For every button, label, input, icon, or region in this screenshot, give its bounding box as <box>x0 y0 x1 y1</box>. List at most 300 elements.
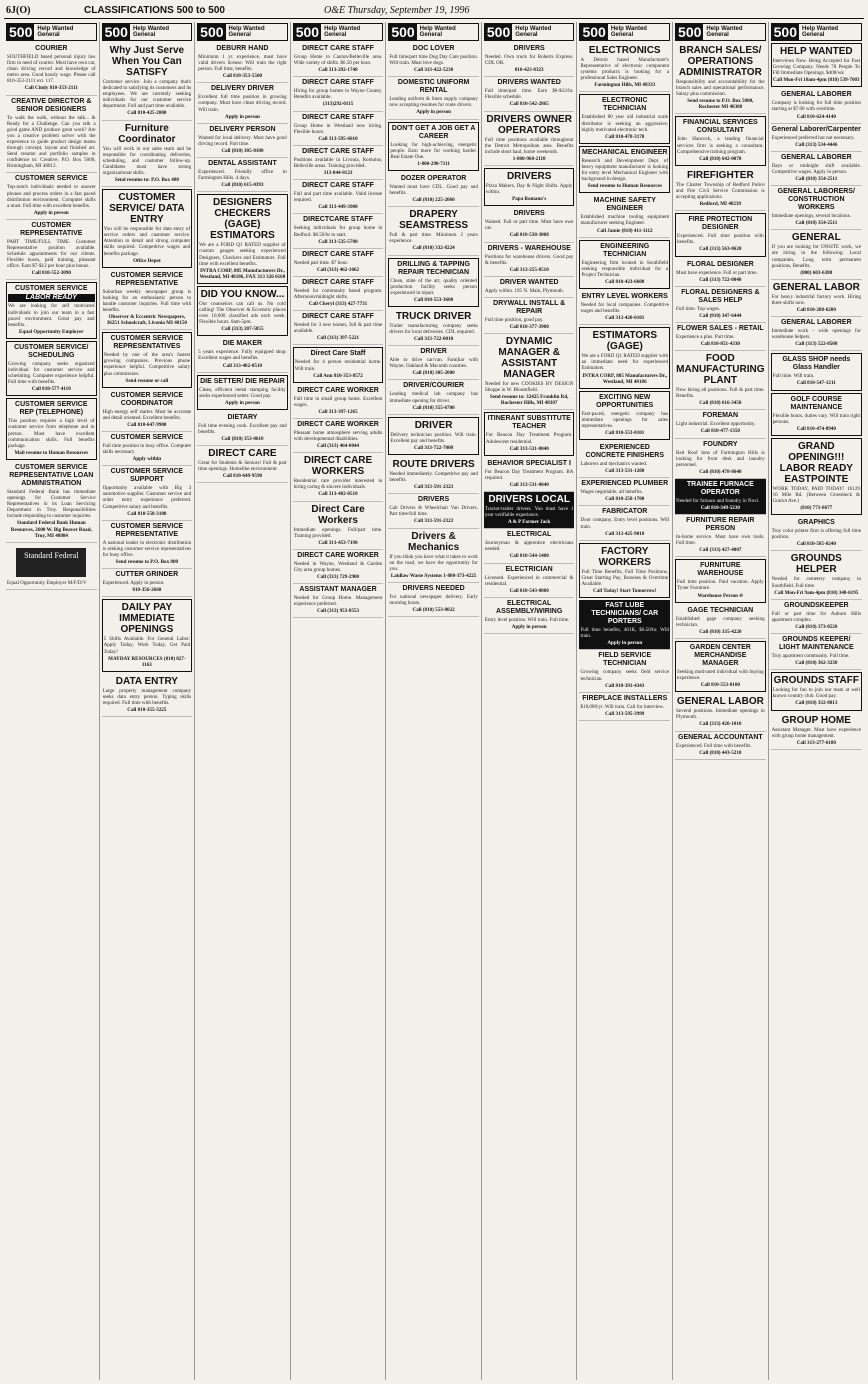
section-number: 500 <box>486 24 511 40</box>
classified-ad <box>579 478 670 506</box>
ad-body: WORK TODAY, PAID TODAY! 16129 10 Mile Rd. (Between Groesbeck & Gratiot Ave.) <box>772 485 860 504</box>
classified-ad <box>484 77 575 111</box>
section-label-line: General <box>515 32 538 38</box>
ad-body: Full time evening cook. Excellent pay and benefits. <box>198 422 287 435</box>
classified-ad <box>771 186 862 230</box>
ad-contact: Call 810-474-8940 <box>796 425 836 432</box>
ad-body: Needed for Group Home. Management experience preferred. <box>293 595 383 608</box>
classified-ad <box>388 583 479 617</box>
ad-title: DIRECT CARE WORKER <box>297 551 379 559</box>
ad-title: CUSTOMER SERVICE REPRESENTATIVES <box>110 335 184 351</box>
ad-body: Full time position, good pay. <box>484 316 544 323</box>
ad-contact: Apply in person <box>511 623 547 630</box>
classified-ad <box>388 529 479 583</box>
ad-title: EXCITING NEW OPPORTUNITIES <box>596 393 654 409</box>
ad-title: DRYWALL INSTALL & REPAIR <box>493 299 566 315</box>
ad-body: Suburban weekly newspaper group is looking for an enthusiastic person to handle customer inquiries. Full time with benefits. <box>102 288 192 313</box>
ad-title: GENERAL LABORER <box>780 153 852 161</box>
section-label-line: Help Wanted <box>324 25 361 32</box>
ad-contact: Send resume to: 32425 Franklin Rd, Rochester Hills, MI 48307 <box>489 394 569 407</box>
ad-title: DRIVER/COURIER <box>403 382 464 390</box>
ad-body: Experienced. Friendly office in Farmington Hills. 4 days. <box>198 169 287 182</box>
classified-ad <box>771 353 862 390</box>
classified-ad <box>579 94 670 143</box>
ad-title: DIE SETTER/ DIE REPAIR <box>200 377 285 385</box>
ad-title: DOZER OPERATOR <box>400 174 467 182</box>
ad-contact: Call 810-349-5230 <box>700 505 740 511</box>
ad-title: DOMESTIC UNIFORM RENTAL <box>397 79 470 95</box>
ad-body: Able to drive car/van. Familiar with Wayne, Oakland & Macomb counties. <box>389 357 478 370</box>
ad-title: DRIVER <box>420 348 447 356</box>
ad-contact: Call (810) 354-2511 <box>795 220 838 227</box>
ad-body: Leading medical lab company has immediate opening for driver. <box>389 391 478 404</box>
ad-title: FABRICATOR <box>602 508 648 516</box>
classified-ad <box>579 391 670 440</box>
classified-ad <box>388 346 479 380</box>
ad-title: CUSTOMER SERVICE/ SCHEDULING <box>14 343 89 359</box>
ad-body: Positions available in Livonia, Romulus, Belleville areas. Training provided. <box>293 156 383 169</box>
ad-contact: Call (810) 642-0070 <box>699 155 742 162</box>
ad-contact: Call 313-422-5230 <box>414 67 454 74</box>
ad-contact: Call 810-552-3090 <box>31 270 71 277</box>
ad-contact: Call 810-544-1400 <box>509 553 549 560</box>
ad-title: ITINERANT SUBSTITUTE TEACHER <box>487 415 571 431</box>
classified-column <box>100 22 196 1380</box>
classified-ad <box>197 83 288 123</box>
classified-ad <box>771 551 862 599</box>
ad-contact: Apply in person <box>416 109 452 116</box>
ad-contact: Call (313) 427-4007 <box>699 547 742 554</box>
ad-title: COURIER <box>35 45 68 52</box>
ad-body: Needed for furnace and foundry in Novi. <box>676 497 760 504</box>
classified-ad <box>484 298 575 334</box>
classified-ad <box>579 442 670 478</box>
ad-title: ELECTRICAL ASSEMBLY/WIRING <box>496 599 563 615</box>
ad-contact: Call Jamie (810) 411-1112 <box>596 227 653 234</box>
ad-title: CUSTOMER SERVICE REPRESENTATIVE <box>110 522 184 538</box>
ad-body: Full & part time. Minimum 2 years experience. <box>389 232 478 245</box>
ad-contact: Call 810-851-4330 <box>700 340 740 347</box>
ad-title: DATA ENTRY <box>115 675 178 687</box>
classified-ad <box>6 173 97 219</box>
ad-contact: Call (810) 347-6444 <box>699 312 742 319</box>
ad-body: Door company. Entry level positions. Will train. <box>580 517 670 530</box>
classified-ad <box>293 385 384 419</box>
ad-title: GRAPHICS <box>797 519 835 527</box>
ad-title: CUSTOMER SERVICE SUPPORT <box>110 468 184 484</box>
classified-ad <box>197 375 288 410</box>
classified-column <box>386 22 482 1380</box>
classified-ad <box>675 479 766 515</box>
classified-ad <box>388 207 479 255</box>
classified-ad <box>388 77 479 119</box>
ad-title: FURNITURE WAREHOUSE <box>697 562 744 578</box>
classified-ad <box>388 43 479 77</box>
ad-body: Apply within. 195 N. Main, Plymouth. <box>484 287 564 294</box>
ad-contact: (313)292-0115 <box>322 101 354 108</box>
section-title: CLASSIFICATIONS 500 to 500 <box>84 5 225 16</box>
ad-body: Growing company seeks field service technician. <box>580 669 670 682</box>
ad-contact: Call 313-420-0101 <box>605 315 645 322</box>
classified-ad <box>675 323 766 351</box>
classified-ad <box>102 599 193 671</box>
classified-ad <box>6 96 97 174</box>
section-header <box>579 23 670 41</box>
ad-title: DRIVERS WANTED <box>497 79 561 87</box>
ad-contact: 1-800-968-2118 <box>512 155 546 162</box>
classified-ad <box>388 309 479 346</box>
ad-body: Positions for warehouse drivers. Good pay & benefits. <box>484 253 574 266</box>
classified-ad <box>675 410 766 438</box>
classified-ad <box>579 600 670 650</box>
ad-title: DIRECTCARE STAFF <box>303 216 373 224</box>
section-label-line: General <box>801 32 825 38</box>
section-label <box>799 26 838 39</box>
classified-ad <box>771 43 862 87</box>
ad-body: Experienced. Full time with benefits. <box>676 742 752 749</box>
classified-ad <box>484 492 575 529</box>
ad-contact: Call 313-531-0040 <box>509 481 549 488</box>
ad-contact: Call 810-543-0080 <box>509 587 549 594</box>
ad-title: FLORAL DESIGNER <box>686 260 754 268</box>
ad-body: Needed for 4 person residential home. Will train. <box>294 359 382 372</box>
ad-body: Needed for local companies. Competitive wages and benefits. <box>580 301 670 315</box>
classified-ad <box>102 270 193 331</box>
ad-title: DIRECT CARE STAFF <box>302 278 374 286</box>
ad-contact: Call Cheryl (313) 427-7731 <box>308 301 368 308</box>
classified-ad <box>197 286 288 336</box>
classified-ad <box>293 311 384 345</box>
ad-body: Wanted. Full or part time. Must have own car. <box>484 219 574 232</box>
ad-body: Full time position in busy office. Computer skills necessary. <box>102 443 192 456</box>
ad-title: DIRECT CARE STAFF <box>302 313 374 321</box>
ad-body: Established 80 year old industrial scale distributor is seeking an aggressive, highly motivated electronic tech. <box>581 114 669 133</box>
ad-body: Minimum 1 yr. experience, must have valid drivers license. Will train the right person. Full time, benefits. <box>198 54 287 73</box>
ad-title: CUSTOMER SERVICE/ DATA ENTRY <box>109 192 185 226</box>
classified-ad <box>771 230 862 279</box>
ad-body: If you are looking for ONSITE work, we are hiring in the following: Local companies, Long term permanent positions, Benefits. <box>771 244 861 269</box>
ad-subtitle: LABOR READY <box>8 294 95 302</box>
classified-ad <box>675 213 766 256</box>
classified-ad <box>675 351 766 410</box>
ad-contact: Send resume to Human Resources <box>587 183 662 190</box>
ad-title: General Laborer/Carpenter <box>771 125 861 133</box>
ad-body: Seeking individuals for group home in Redford. $6.50/hr to start. <box>293 225 383 238</box>
ad-body: Light industrial. Excellent opportunity. <box>676 421 756 428</box>
classified-ad <box>293 112 384 146</box>
ad-title: EXPERIENCED CONCRETE FINISHERS <box>585 444 665 460</box>
ad-body: Needed immediately. Competitive pay and benefits. <box>389 471 478 484</box>
ad-contact: Apply within <box>132 456 162 463</box>
ad-body: Leading uniform & linen supply company now accepting resumes for route drivers. <box>389 96 478 109</box>
ad-body: Fast-paced, energetic company has immediate openings for sales representatives. <box>581 410 669 429</box>
ad-body: We are looking for self motivated individuals to join our team in a fast paced environment. Great pay and benefits. <box>8 303 95 328</box>
ad-body: Needed for 3 new homes, full & part time available. <box>293 322 383 335</box>
classified-ad <box>6 398 97 460</box>
classified-ad <box>102 674 193 717</box>
ad-body: The Charter Township of Redford Police and Fire Civil Service Commission is accepting applications. <box>676 181 765 201</box>
classified-ad <box>579 146 670 193</box>
classified-ad <box>293 453 384 501</box>
ad-body: Established gage company seeking technician. <box>676 615 765 628</box>
classified-ad <box>293 502 384 550</box>
ad-body: Tractor-trailer drivers. You must have 1 year verifiable experience. <box>484 506 574 519</box>
ad-contact: Call 810-288-6200 <box>796 306 836 313</box>
ad-title: HELP WANTED <box>780 46 853 57</box>
ad-contact: 1-800-298-7111 <box>417 160 450 167</box>
classified-ad <box>484 243 575 277</box>
ad-contact: Call 810-353-5500 <box>222 73 263 80</box>
classified-ad <box>388 258 479 307</box>
ad-contact: Farmington Hills, MI 48333 <box>594 82 656 89</box>
ad-contact: Call 810-391-4343 <box>605 682 645 689</box>
ad-title: TRAINEE FURNACE OPERATOR <box>686 480 754 496</box>
section-label-line: Help Wanted <box>610 25 647 32</box>
classified-ad <box>675 559 766 602</box>
ad-contact: Call 810-624-4140 <box>796 113 836 120</box>
ad-contact: Call 313-482-0518 <box>318 491 358 498</box>
section-number: 500 <box>200 24 224 40</box>
ad-title: DIRECT CARE STAFF <box>302 250 374 258</box>
classified-ad <box>293 277 384 311</box>
classified-ad <box>6 543 97 590</box>
classified-ad <box>293 550 384 584</box>
ad-title: GLASS SHOP needs Glass Handler <box>782 356 851 372</box>
ad-contact: Observer & Eccentric Newspapers, 36251 Schoolcraft, Livonia MI 48150 <box>106 314 187 327</box>
classified-ad <box>388 457 479 494</box>
ad-contact: Call Cindy 810-353-2111 <box>24 85 78 92</box>
ad-body: Full time. Top wages. <box>676 305 721 312</box>
ad-contact: Apply in person <box>607 640 643 647</box>
ad-body: Group Home in Westland now hiring. Flexible hours. <box>293 122 383 135</box>
ad-title: GENERAL LABORER <box>780 319 852 327</box>
ad-contact: Papa Romano's <box>512 196 547 203</box>
ad-title: DESIGNERS CHECKERS (GAGE) ESTIMATORS <box>210 197 275 242</box>
section-label <box>130 26 169 39</box>
ad-contact: A & P Farmer Jack <box>508 519 551 526</box>
section-label-line: General <box>324 32 347 38</box>
ad-title: GROUNDS STAFF <box>773 675 859 687</box>
ad-contact: Call 313-453-7190 <box>318 539 358 546</box>
classified-ad <box>771 713 862 750</box>
ad-title: FAST LUBE TECHNICIANS/ CAR PORTERS <box>591 602 659 626</box>
classified-ad <box>102 432 193 466</box>
classified-ad <box>484 412 575 455</box>
classified-ad <box>102 332 193 387</box>
ad-title: DELIVERY DRIVER <box>210 85 274 93</box>
ad-contact: (810) 773-8677 <box>800 505 833 512</box>
section-header <box>484 23 575 41</box>
classified-ad <box>197 412 288 446</box>
classified-column <box>291 22 387 1380</box>
ad-contact: Call 810-477-1350 <box>700 428 740 435</box>
ad-contact: Call 810-258-1700 <box>605 496 645 503</box>
section-number: 500 <box>582 24 606 40</box>
ad-contact: Call 313-591-2323 <box>414 518 454 525</box>
section-label <box>512 26 551 39</box>
ad-body: Cab Drivers & Wheelchair Van Drivers. Part time/full time. <box>389 505 478 518</box>
ad-contact: Call 810-553-0101 <box>605 430 645 436</box>
ad-body: Days or midnight shift available. Competitive wages. Apply in person. <box>771 162 861 175</box>
ad-title: CUSTOMER REPRESENTATIVE <box>20 221 83 237</box>
classified-ad <box>675 694 766 731</box>
classified-ad <box>771 280 862 317</box>
ad-body: We are a FORD Q1 RATED supplier of custom gauges seeking experienced Designers, Checkers and Estimators. Full time with excellent benefits. <box>199 242 286 267</box>
classified-ad <box>771 317 862 351</box>
paper-date: O&E Thursday, September 19, 1996 <box>324 5 470 16</box>
ad-body: Wanted must have CDL. Good pay and benefits. <box>389 183 478 197</box>
ad-contact: Call 810-585-0240 <box>796 541 836 548</box>
ad-contact: Call (810) 443-5210 <box>699 749 742 756</box>
ad-title: DRIVERS LOCAL <box>488 494 571 505</box>
ad-title: CUSTOMER SERVICE REP (TELEPHONE) <box>15 401 88 417</box>
ad-title: GROUNDSKEEPER <box>784 601 849 609</box>
ad-title: Direct Care Workers <box>311 503 365 526</box>
classified-ad <box>771 517 862 551</box>
classified-ad <box>675 515 766 557</box>
classified-ad <box>579 543 670 598</box>
ad-title: GENERAL LABORER <box>780 91 852 99</box>
classified-ad <box>197 124 288 158</box>
classified-ad <box>579 43 670 92</box>
classified-ad <box>579 693 670 721</box>
classified-ad <box>484 43 575 77</box>
ad-body: Immediate openings. Full/part time. Training provided. <box>293 526 383 539</box>
ad-title: DRIVERS <box>513 210 545 218</box>
ad-body: Residential care provider interested in hiring caring & sincere individuals. <box>293 478 383 491</box>
ad-body: Needed by one of the area's fastest growing companies. Previous phone experience helpful. Competitive salary plus commission. <box>103 352 191 377</box>
section-label-line: Help Wanted <box>132 25 170 32</box>
section-header <box>197 23 288 41</box>
ad-contact: Call (810) 335-4220 <box>699 628 742 635</box>
masthead <box>4 4 864 19</box>
ad-title: FIREPLACE INSTALLERS <box>582 694 668 702</box>
ad-contact: Call 810-553-3600 <box>414 296 454 303</box>
ad-title: GENERAL LABOR <box>676 696 764 708</box>
ad-title: FOUNDRY <box>703 440 738 448</box>
ad-body: Full and part time available. Valid license required. <box>293 191 383 204</box>
ad-contact: Call 810-478-3170 <box>605 133 645 140</box>
classified-ad <box>771 634 862 670</box>
ad-body: Group Home in Canton/Belleville area. Wide variety of shifts. $6.50 per hour. <box>293 54 383 67</box>
ad-title: Drivers & Mechanics <box>408 530 460 553</box>
ad-title: DIRECT CARE WORKERS <box>303 455 373 478</box>
section-number: 500 <box>295 24 320 40</box>
ad-body: For heavy industrial factory work. Hiring three shifts now. <box>771 293 861 306</box>
ad-contact: Call (810) 305-8100 <box>221 147 264 154</box>
ad-contact: Call (810) 362-3230 <box>795 660 838 667</box>
ad-contact: Call 810-425-2000 <box>127 110 167 117</box>
ad-title: FLORAL DESIGNERS & SALES HELP <box>681 288 760 304</box>
ad-body: Flexible hours, duties vary. Will train right persons. <box>772 412 860 425</box>
classified-ad <box>675 116 766 165</box>
classified-ad <box>388 494 479 528</box>
ad-contact: Call Today! Start Tomorrow! <box>593 588 657 595</box>
ad-contact: Call 313-397-1265 <box>318 408 358 415</box>
section-number: 500 <box>391 24 415 40</box>
classified-ad <box>484 277 575 298</box>
classified-ad <box>484 458 575 492</box>
section-label-line: General <box>706 32 729 38</box>
section-label <box>417 26 456 39</box>
classified-column <box>673 22 769 1380</box>
ad-body: Top-notch individuals needed to answer phones and process orders in a fast paced distribution environment. Computer skills a must. Full time with excellent benefits. <box>7 184 96 209</box>
ad-title: DID YOU KNOW... <box>200 288 285 300</box>
ad-title: FIELD SERVICE TECHNICIAN <box>598 652 652 668</box>
ad-contact: Call 810-547-1211 <box>796 380 836 387</box>
ad-body: In-home service. Must have own tools. Full time. <box>676 534 765 547</box>
classified-column <box>4 22 100 1380</box>
ad-title: DEBURR HAND <box>216 45 269 52</box>
ad-contact: Call (810) 354-2511 <box>795 176 838 183</box>
ad-contact: Call (810) 616-3450 <box>699 400 742 407</box>
ad-title: FACTORY WORKERS <box>598 545 651 568</box>
ad-title: CREATIVE DIRECTOR & SENIOR DESIGNERS <box>11 97 92 113</box>
section-label <box>321 26 360 39</box>
classified-ad <box>293 77 384 111</box>
ad-contact: Equal Opportunity Employer <box>19 328 84 335</box>
ad-body: SOUTHFIELD based personal injury law firm in need of courier. Must have own car, clean driving record and knowledge of metro area. Good hourly wage. Please call 810-353-2111 ext. 117. <box>7 54 96 85</box>
classified-ad <box>771 393 862 436</box>
ad-contact: Apply in person <box>225 113 260 120</box>
ad-body: $18,000/yr. Will train. Call for interview. <box>580 703 665 710</box>
classified-ad <box>579 240 670 289</box>
ad-body: Needed for new COOKIES BY DESIGN Shoppe in W. Bloomfield. <box>484 381 574 394</box>
ad-title: FURNITURE REPAIR PERSON <box>686 517 755 533</box>
section-label-line: General <box>37 32 60 38</box>
ad-title: CUTTER GRINDER <box>115 571 179 579</box>
ad-body: 5 years experience. Fully equipped shop. Excellent wages and benefits. <box>198 349 287 362</box>
ad-contact: Apply in person <box>225 399 260 406</box>
ad-body: You will work in our sales team and be responsible for coordinating deliveries, scheduling, and customer follow-up. Candidates must have strong organizational skills. <box>102 145 192 176</box>
ad-body: For Beacon Day Treatment Program. Adolescent residential. <box>485 432 573 445</box>
classified-ad <box>771 152 862 186</box>
section-label-line: General <box>132 32 156 38</box>
classified-ad <box>293 214 384 248</box>
ad-body: Wages negotiable, all benefits. <box>580 489 643 496</box>
ad-title: DAILY PAY IMMEDIATE OPENINGS <box>119 602 175 636</box>
ad-title: GRAND OPENING!!! LABOR READY EASTPOINTE <box>779 440 853 485</box>
classified-ad <box>675 732 766 760</box>
ad-contact: Call (313) 722-0040 <box>699 276 742 283</box>
ad-contact: Call (313) 207-5855 <box>221 326 264 333</box>
ad-contact: Call (810) 353-0610 <box>221 436 264 443</box>
ad-contact: Call (313) 563-0620 <box>699 246 742 253</box>
ad-contact: Call 810-423-6600 <box>605 278 645 285</box>
ad-contact: Call 810-577-4110 <box>31 386 71 393</box>
section-number: 500 <box>678 24 702 40</box>
section-number: 500 <box>9 24 33 40</box>
ad-body: Customer service. Join a company that's dedicated to satisfying its customers and its employees. We are currently seeking individuals for our customer service department. Full and part time available. <box>102 79 192 110</box>
section-label-line: General <box>419 32 443 38</box>
ad-title: GENERAL <box>791 232 841 244</box>
classified-ad <box>484 112 575 166</box>
ad-title: TRUCK DRIVER <box>395 310 472 322</box>
ad-contact: Call 810-649-9590 <box>222 473 263 480</box>
ad-title: ENGINEERING TECHNICIAN <box>600 242 650 258</box>
ad-title: DIRECT CARE STAFF <box>302 113 374 121</box>
ad-title: DIRECT CARE STAFF <box>302 182 374 190</box>
ad-title: CUSTOMER SERVICE REPRESENTATIVE <box>110 271 184 287</box>
ad-contact: Warehouse Person 4/ <box>697 592 744 599</box>
section-label <box>34 26 73 39</box>
ad-body: Assistant Manager. Must have experience with group home management. <box>771 726 861 739</box>
ad-title: DYNAMIC MANAGER & ASSISTANT MANAGER <box>498 336 561 381</box>
ad-contact: Mail resume to Human Resources <box>14 449 89 456</box>
ad-title: DRIVER WANTED <box>499 278 559 286</box>
ad-body: Now hiring all positions. Full & part time. Benefits. <box>676 387 765 400</box>
ad-contact: MAYDAY RESOURCES (810) 827-1163 <box>108 655 186 668</box>
